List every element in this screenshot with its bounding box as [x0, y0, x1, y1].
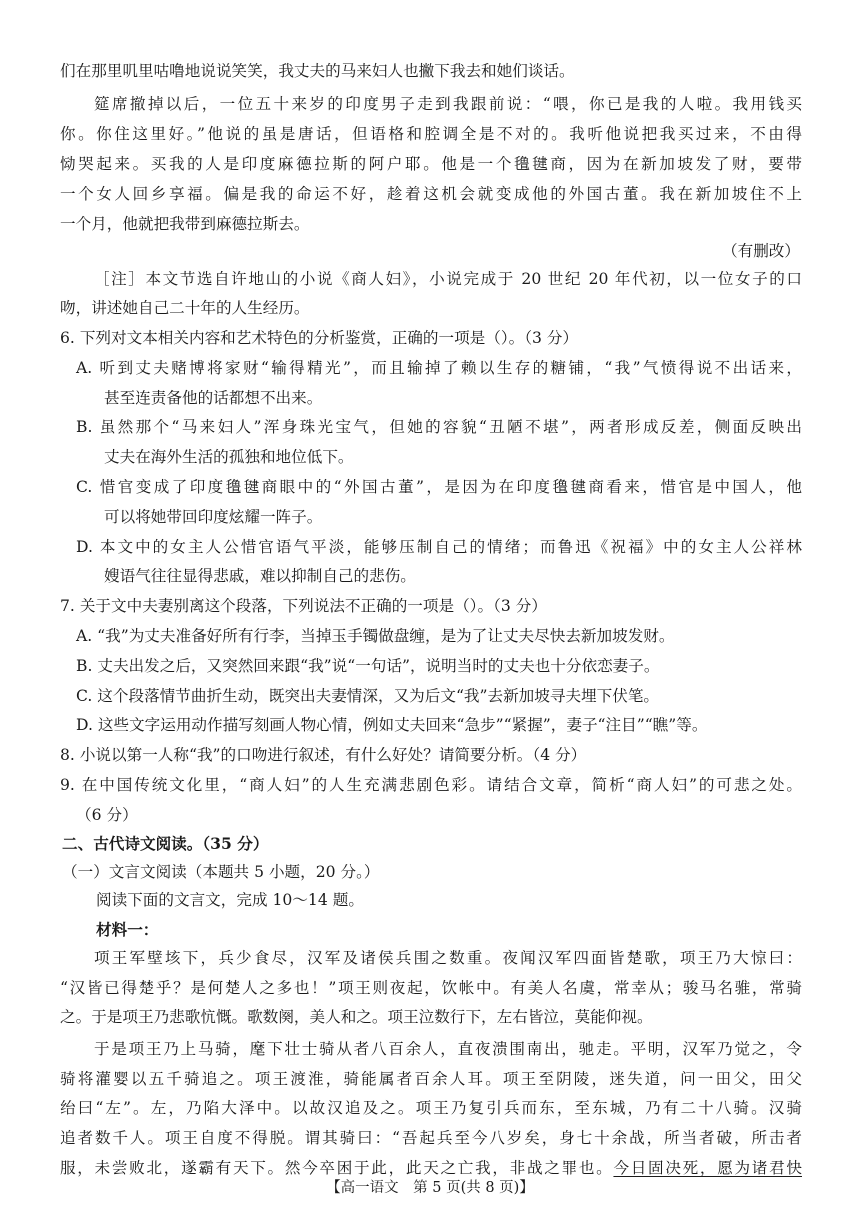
text-line	[76, 655, 659, 677]
text-line	[60, 327, 578, 349]
text-line	[60, 60, 802, 82]
line-text: 吻，讲述她自己二十年的人生经历。	[60, 299, 310, 317]
text-line	[62, 833, 268, 855]
text-line	[60, 123, 802, 145]
text-line	[60, 1068, 802, 1090]
line-text: D. 这些文字运用动作描写刻画人物心情，例如丈夫回来“急步”“紧握”，妻子“注目”“瞧”等。	[76, 716, 708, 734]
line-text: 恸哭起来。买我的人是印度麻德拉斯的阿户耶。他是一个氇毽商，因为在新加坡发了财，要带	[60, 155, 802, 173]
line-text: （一）文言文阅读（本题共 5 小题，20 分。）	[62, 863, 380, 881]
text-line	[76, 714, 707, 736]
text-line	[96, 919, 158, 941]
text-line	[60, 744, 586, 766]
line-text: 甚至连责备他的话都想不出来。	[104, 389, 323, 407]
line-text: “汉皆已得楚乎？是何楚人之多也！”项王则夜起，饮帐中。有美人名虞，常幸从；骏马名骓，常骑	[60, 979, 802, 997]
line-text: 6. 下列对文本相关内容和艺术特色的分析鉴赏，正确的一项是（）。（3 分）	[60, 329, 579, 347]
line-text: C. 这个段落情节曲折生动，既突出夫妻情深，又为后文“我”去新加坡寻夫埋下伏笔。	[76, 687, 660, 705]
text-line	[104, 565, 416, 587]
text-line	[76, 685, 659, 707]
text-line	[104, 387, 322, 409]
line-text: 阅读下面的文言文，完成 10～14 题。	[96, 891, 364, 909]
text-line	[76, 416, 802, 438]
text-line	[60, 595, 547, 617]
text-line	[104, 446, 354, 468]
text-line	[76, 804, 138, 826]
text-line	[104, 506, 322, 528]
line-text: （有删改）	[722, 242, 800, 260]
line-text: 你。你住这里好。”他说的虽是唐话，但语格和腔调全是不对的。我听他说把我买过来，不由得	[60, 125, 802, 143]
text-line	[60, 774, 802, 796]
text-line	[94, 947, 802, 969]
text-line	[62, 861, 380, 883]
line-text: 服，未尝败北，遂霸有天下。然今卒困于此，此天之亡我，非战之罪也。	[60, 1159, 614, 1177]
line-text: （6 分）	[76, 806, 138, 824]
line-text: B. 虽然那个“马来妇人”浑身珠光宝气，但她的容貌“丑陋不堪”，两者形成反差，侧面反映出	[76, 418, 802, 436]
line-text: 材料一：	[96, 920, 159, 939]
text-line	[94, 1038, 802, 1060]
line-text: B. 丈夫出发之后，又突然回来跟“我”说“一句话”，说明当时的丈夫也十分依恋妻子。	[76, 657, 660, 675]
text-line	[96, 889, 364, 911]
line-text: 项王军壁垓下，兵少食尽，汉军及诸侯兵围之数重。夜闻汉军四面皆楚歌，项王乃大惊曰：	[94, 949, 802, 967]
line-text: A. “我”为丈夫准备好所有行李，当掉玉手镯做盘缠，是为了让丈夫尽快去新加坡发财。	[76, 627, 675, 645]
text-line	[94, 268, 802, 290]
line-text: 8. 小说以第一人称“我”的口吻进行叙述，有什么好处？请简要分析。（4 分）	[60, 746, 587, 764]
text-line	[60, 1127, 802, 1149]
text-line	[60, 213, 802, 235]
text-line	[76, 536, 802, 558]
line-text: 之。于是项王乃悲歌忼慨。歌数阕，美人和之。项王泣数行下，左右皆泣，莫能仰视。	[60, 1008, 653, 1026]
line-text: C. 惜官变成了印度氇毽商眼中的“外国古董”，是因为在印度氇毽商看来，惜官是中国人，他	[76, 478, 802, 496]
line-text: 7. 关于文中夫妻别离这个段落，下列说法不正确的一项是（）。（3 分）	[60, 597, 547, 615]
text-line	[722, 240, 800, 262]
line-text: 一个女人回乡享福。偏是我的命运不好，趁着这机会就变成他的外国古董。我在新加坡住不上	[60, 185, 802, 203]
text-line	[60, 183, 802, 205]
line-text: ［注］本文节选自许地山的小说《商人妇》，小说完成于 20 世纪 20 年代初，以一位女子的口	[94, 270, 802, 288]
text-line	[60, 1157, 802, 1179]
underlined-sentence: 今日固决死，愿为诸君快	[613, 1159, 802, 1177]
text-line	[94, 93, 802, 115]
text-line	[76, 357, 802, 379]
line-text: D. 本文中的女主人公惜官语气平淡，能够压制自己的情绪；而鲁迅《祝福》中的女主人公祥林	[76, 538, 802, 556]
text-line	[60, 1097, 802, 1119]
line-text: 嫂语气往往显得悲戚，难以抑制自己的悲伤。	[104, 567, 416, 585]
line-text: 绐曰“左”。左，乃陷大泽中。以故汉追及之。项王乃复引兵而东，至东城，乃有二十八骑。汉骑	[60, 1099, 802, 1117]
line-text: 筵席撤掉以后，一位五十来岁的印度男子走到我跟前说：“喂，你已是我的人啦。我用钱买	[94, 95, 802, 113]
text-line	[60, 297, 802, 319]
line-text: 可以将她带回印度炫耀一阵子。	[104, 508, 323, 526]
line-text: 们在那里叽里咕噜地说说笑笑，我丈夫的马来妇人也撇下我去和她们谈话。	[60, 62, 575, 80]
line-text: 二、古代诗文阅读。（35 分）	[62, 834, 269, 853]
text-line	[76, 476, 802, 498]
line-text: 追者数千人。项王自度不得脱。谓其骑曰：“吾起兵至今八岁矣，身七十余战，所当者破，所击者	[60, 1129, 802, 1147]
text-line	[76, 625, 675, 647]
text-line	[60, 1006, 802, 1028]
text-line	[60, 977, 802, 999]
line-text: 9. 在中国传统文化里，“商人妇”的人生充满悲剧色彩。请结合文章，简析“商人妇”的可悲之处。	[60, 776, 802, 794]
line-text: 骑将灌婴以五千骑追之。项王渡淮，骑能属者百余人耳。项王至阴陵，迷失道，问一田父，田父	[60, 1070, 802, 1088]
line-text: A. 听到丈夫赌博将家财“输得精光”，而且输掉了赖以生存的糖铺，“我”气愤得说不出话来，	[76, 359, 802, 377]
text-line	[60, 153, 802, 175]
page-footer: 【高一语文 第 5 页(共 8 页)】	[326, 1180, 534, 1196]
line-text: 于是项王乃上马骑，麾下壮士骑从者八百余人，直夜溃围南出，驰走。平明，汉军乃觉之，令	[94, 1040, 802, 1058]
line-text: 丈夫在海外生活的孤独和地位低下。	[104, 448, 354, 466]
line-text: 一个月，他就把我带到麻德拉斯去。	[60, 215, 310, 233]
